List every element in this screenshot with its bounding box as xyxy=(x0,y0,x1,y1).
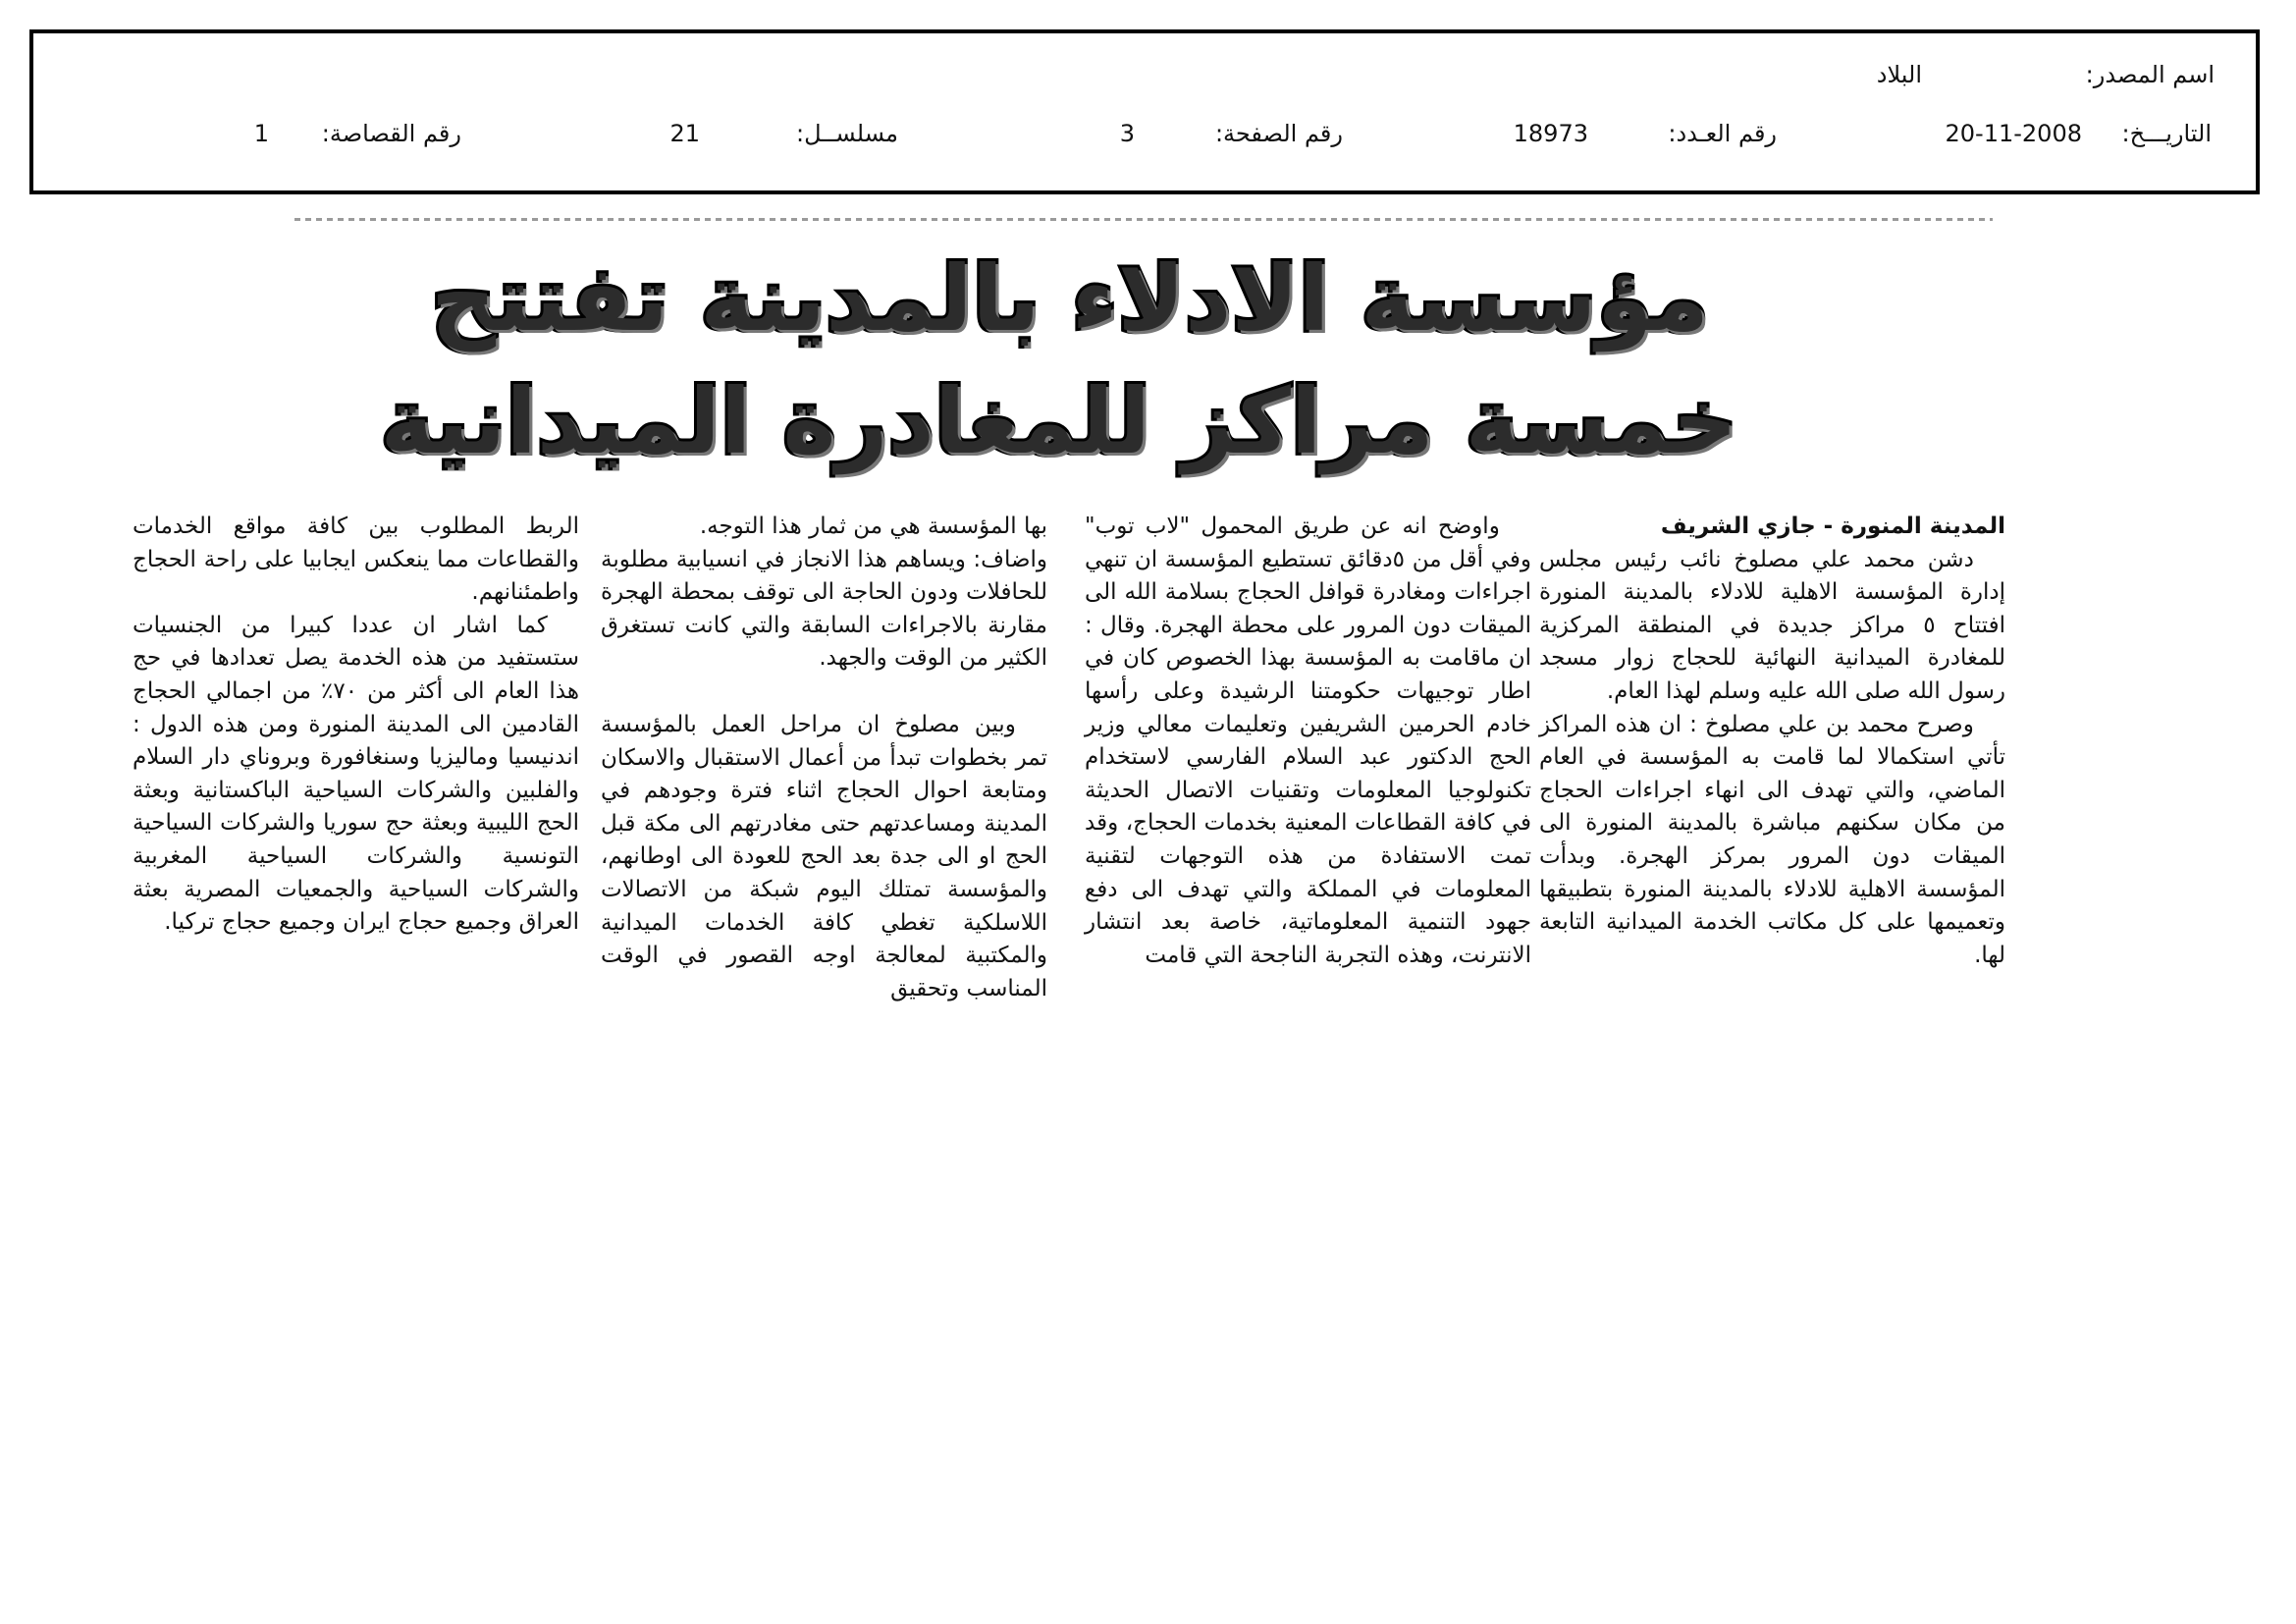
article-column-1 xyxy=(1539,511,2005,972)
headline-line-1: مؤسسة الادلاء بالمدينة تفتتح xyxy=(431,246,1709,352)
serial-label: مسلســل: xyxy=(796,120,898,147)
clipping-value: 1 xyxy=(253,120,269,147)
scan-divider xyxy=(294,218,1993,221)
source-value: البلاد xyxy=(1876,61,1922,88)
issue-value: 18973 xyxy=(1513,120,1588,147)
page-value: 3 xyxy=(1119,120,1135,147)
clipping-header xyxy=(29,29,2260,194)
serial-value: 21 xyxy=(669,120,700,147)
date-value: 20-11-2008 xyxy=(1945,120,2082,147)
column-3-paragraph-3: وبين مصلوخ ان مراحل العمل بالمؤسسة تمر بخطوات تبدأ من أعمال الاستقبال والاسكان ومتابعة احوال الحجاج اثناء فترة وجودهم في المدينة ومساعدتهم حتى مغادرتهم الى مكة قبل الحج او الى جدة بعد الحج للعودة الى اوطانهم، والمؤسسة تمتلك اليوم شبكة من الاتصالات اللاسلكية تغطي كافة الخدمات الميدانية والمكتبية لمعالجة اوجه القصور في الوقت المناسب وتحقيق xyxy=(601,711,1047,1001)
date-label: التاريـــخ: xyxy=(2121,120,2212,147)
issue-label: رقم العـدد: xyxy=(1668,120,1777,147)
column-3-paragraph-2: واضاف: ويساهم هذا الانجاز في انسيابية مطلوبة للحافلات ودون الحاجة الى توقف بمحطة الهجرة مقارنة بالاجراءات السابقة والتي كانت تستغرق الكثير من الوقت والجهد. xyxy=(601,546,1047,672)
column-2-paragraph-1: واوضح انه عن طريق المحمول "لاب توب" وفي أقل من ٥دقائق تستطيع المؤسسة ان تنهي اجراءات ومغادرة قوافل الحجاج بسلامة الله الى الميقات دون المرور على محطة الهجرة. وقال : ان ماقامت به المؤسسة بهذا الخصوص كان في اطار توجيهات حكومتنا الرشيدة وعلى رأسها خادم الحرمين الشريفين وتعليمات معالي وزير الحج الدكتور عبد السلام الفارسي لاستخدام تكنولوجيا المعلومات وتقنيات الاتصال الحديثة في كافة القطاعات المعنية بخدمات الحجاج، وقد تمت الاستفادة من هذه التوجهات لتقنية المعلومات في المملكة والتي تهدف الى دفع جهود التنمية المعلوماتية، خاصة بعد انتشار الانترنت، وهذه التجربة الناجحة التي قامت xyxy=(1085,514,1532,968)
column-4-paragraph-1: الربط المطلوب بين كافة مواقع الخدمات والقطاعات مما ينعكس ايجابيا على راحة الحجاج واطمئنانهم. xyxy=(133,514,579,606)
byline: المدينة المنورة - جازي الشريف xyxy=(1660,514,2005,539)
column-1-paragraph-2: وصرح محمد بن علي مصلوخ : ان هذه المراكز تأتي استكمالا لما قامت به المؤسسة في العام الماضي، والتي تهدف الى انهاء اجراءات الحجاج من مكان سكنهم مباشرة بالمدينة المنورة الى الميقات دون المرور بمركز الهجرة. وبدأت المؤسسة الاهلية للادلاء بالمدينة المنورة بتطبيقها وتعميمها على كل مكاتب الخدمة الميدانية التابعة لها. xyxy=(1539,711,2005,968)
article-column-2 xyxy=(1085,511,1531,972)
headline-line-2: خمسة مراكز للمغادرة الميدانية xyxy=(380,369,1737,474)
column-3-paragraph-1: بها المؤسسة هي من ثمار هذا التوجه. xyxy=(699,514,1047,539)
column-1-paragraph-1: دشن محمد علي مصلوخ نائب رئيس مجلس إدارة المؤسسة الاهلية للادلاء بالمدينة المنورة افتتاح ٥ مراكز جديدة في المنطقة المركزية للمغادرة الميدانية النهائية للحجاج زوار مسجد رسول الله صلى الله عليه وسلم لهذا العام. xyxy=(1539,546,2005,704)
source-label: اسم المصدر: xyxy=(2085,61,2215,88)
clipping-label: رقم القصاصة: xyxy=(321,120,461,147)
page-label: رقم الصفحة: xyxy=(1214,120,1343,147)
column-4-paragraph-2: كما اشار ان عددا كبيرا من الجنسيات ستستفيد من هذه الخدمة يصل تعدادها في حج هذا العام الى أكثر من ٧٠٪ من اجمالي الحجاج القادمين الى المدينة المنورة ومن هذه الدول : اندنيسيا وماليزيا وسنغافورة وبروناي دار السلام والفلبين والشركات السياحية الباكستانية وبعثة الحج الليبية وبعثة حج سوريا والشركات السياحية التونسية والشركات السياحية المغربية والشركات السياحية والجمعيات المصرية بعثة العراق وجميع حجاج ايران وجميع حجاج تركيا. xyxy=(133,612,579,936)
article-column-3 xyxy=(601,511,1047,1005)
article-column-4 xyxy=(133,511,579,940)
